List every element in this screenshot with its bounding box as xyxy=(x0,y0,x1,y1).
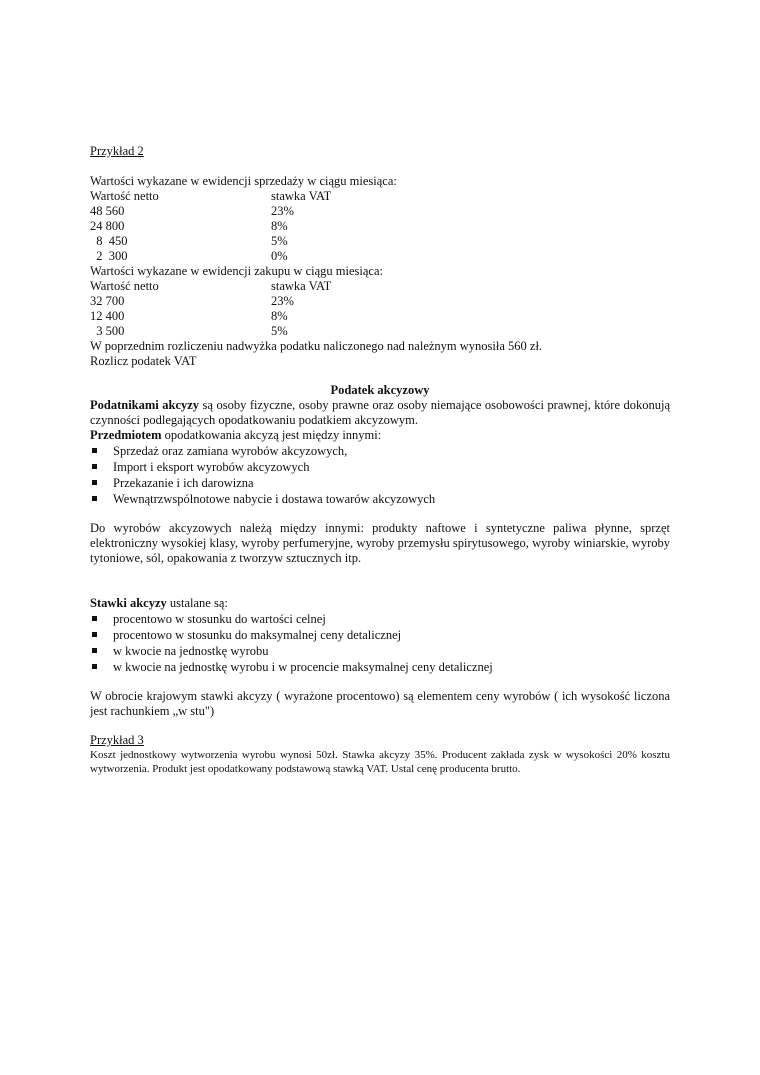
payers-paragraph xyxy=(90,398,670,428)
sales-header-row xyxy=(90,189,670,204)
vat-rate: 0% xyxy=(271,249,288,263)
example-3-text: Koszt jednostkowy wytworzenia wyrobu wynosi 50zł. Stawka akcyzy 35%. Producent zakłada zysk w wysokości 20% kosztu wytworzenia. Produkt jest opodatkowany podstawową stawką VAT. Ustal cenę producenta brutto. xyxy=(90,749,670,775)
sales-row xyxy=(90,249,670,264)
net-value: 12 400 xyxy=(90,309,125,323)
list-item: Sprzedaż oraz zamiana wyrobów akcyzowych, xyxy=(90,443,670,459)
net-value: 32 700 xyxy=(90,294,125,308)
example-2-title: Przykład 2 xyxy=(90,144,144,158)
excise-goods-paragraph: Do wyrobów akcyzowych należą między innymi: produkty naftowe i syntetyczne paliwa płynne, sprzęt elektroniczny wysokiej klasy, wyroby perfumeryjne, wyroby przemysłu spirytusowego, wyroby winiarskie, wyroby tytoniowe, sól, opakowania z tworzyw sztucznych itp. xyxy=(90,521,670,565)
list-item: procentowo w stosunku do wartości celnej xyxy=(90,611,670,627)
purchase-header-row xyxy=(90,279,670,294)
bullet-icon xyxy=(92,480,97,485)
bullet-icon xyxy=(92,496,97,501)
vat-rate: 8% xyxy=(271,309,288,323)
bullet-icon xyxy=(92,464,97,469)
excise-heading: Podatek akcyzowy xyxy=(330,383,430,397)
list-item: Wewnątrzwspólnotowe nabycie i dostawa towarów akcyzowych xyxy=(90,491,670,507)
bullet-icon xyxy=(92,616,97,621)
col-vat-header: stawka VAT xyxy=(271,189,332,203)
bullet-icon xyxy=(92,664,97,669)
col-net-header: Wartość netto xyxy=(90,279,159,293)
vat-rate: 8% xyxy=(271,219,288,233)
vat-rate: 23% xyxy=(271,294,294,308)
rates-paragraph xyxy=(90,596,670,611)
sales-intro: Wartości wykazane w ewidencji sprzedaży w ciągu miesiąca: xyxy=(90,174,397,188)
net-value: 24 800 xyxy=(90,219,125,233)
subject-text: opodatkowania akcyzą jest między innymi: xyxy=(161,428,382,442)
bullet-icon xyxy=(92,648,97,653)
col-net-header: Wartość netto xyxy=(90,189,159,203)
subject-bold: Przedmiotem xyxy=(90,428,162,442)
col-vat-header: stawka VAT xyxy=(271,279,332,293)
purchase-row xyxy=(90,294,670,309)
domestic-rates-paragraph: W obrocie krajowym stawki akcyzy ( wyrażone procentowo) są elementem ceny wyrobów ( ich wysokość liczona jest rachunkiem „w stu") xyxy=(90,689,670,718)
list-item: procentowo w stosunku do maksymalnej ceny detalicznej xyxy=(90,627,670,643)
net-value: 48 560 xyxy=(90,204,125,218)
net-value: 2 300 xyxy=(90,249,128,263)
sales-row xyxy=(90,234,670,249)
bullet-icon xyxy=(92,632,97,637)
rates-list xyxy=(90,611,670,675)
subject-paragraph xyxy=(90,428,670,443)
vat-rate: 23% xyxy=(271,204,294,218)
list-item: w kwocie na jednostkę wyrobu xyxy=(90,643,670,659)
purchase-intro: Wartości wykazane w ewidencji zakupu w ciągu miesiąca: xyxy=(90,264,383,278)
purchase-row xyxy=(90,309,670,324)
previous-settlement-note: W poprzednim rozliczeniu nadwyżka podatku naliczonego nad należnym wynosiła 560 zł. xyxy=(90,339,543,353)
net-value: 3 500 xyxy=(90,324,125,338)
list-item: Przekazanie i ich darowizna xyxy=(90,475,670,491)
payers-bold: Podatnikami akcyzy xyxy=(90,398,200,412)
vat-rate: 5% xyxy=(271,234,288,248)
purchase-row xyxy=(90,324,670,339)
rates-text: ustalane są: xyxy=(166,596,228,610)
sales-row xyxy=(90,219,670,234)
document-page xyxy=(90,144,670,776)
subject-list xyxy=(90,443,670,507)
vat-rate: 5% xyxy=(271,324,288,338)
payers-text: są osoby fizyczne, osoby prawne oraz osoby niemające osobowości prawnej, które dokonują czynności podlegających opodatkowaniu podatkiem akcyzowym. xyxy=(90,398,671,427)
list-item: w kwocie na jednostkę wyrobu i w procencie maksymalnej ceny detalicznej xyxy=(90,659,670,675)
task-text: Rozlicz podatek VAT xyxy=(90,354,197,368)
bullet-icon xyxy=(92,448,97,453)
example-3-title: Przykład 3 xyxy=(90,733,144,747)
sales-row xyxy=(90,204,670,219)
net-value: 8 450 xyxy=(90,234,128,248)
list-item: Import i eksport wyrobów akcyzowych xyxy=(90,459,670,475)
rates-bold: Stawki akcyzy xyxy=(90,596,167,610)
